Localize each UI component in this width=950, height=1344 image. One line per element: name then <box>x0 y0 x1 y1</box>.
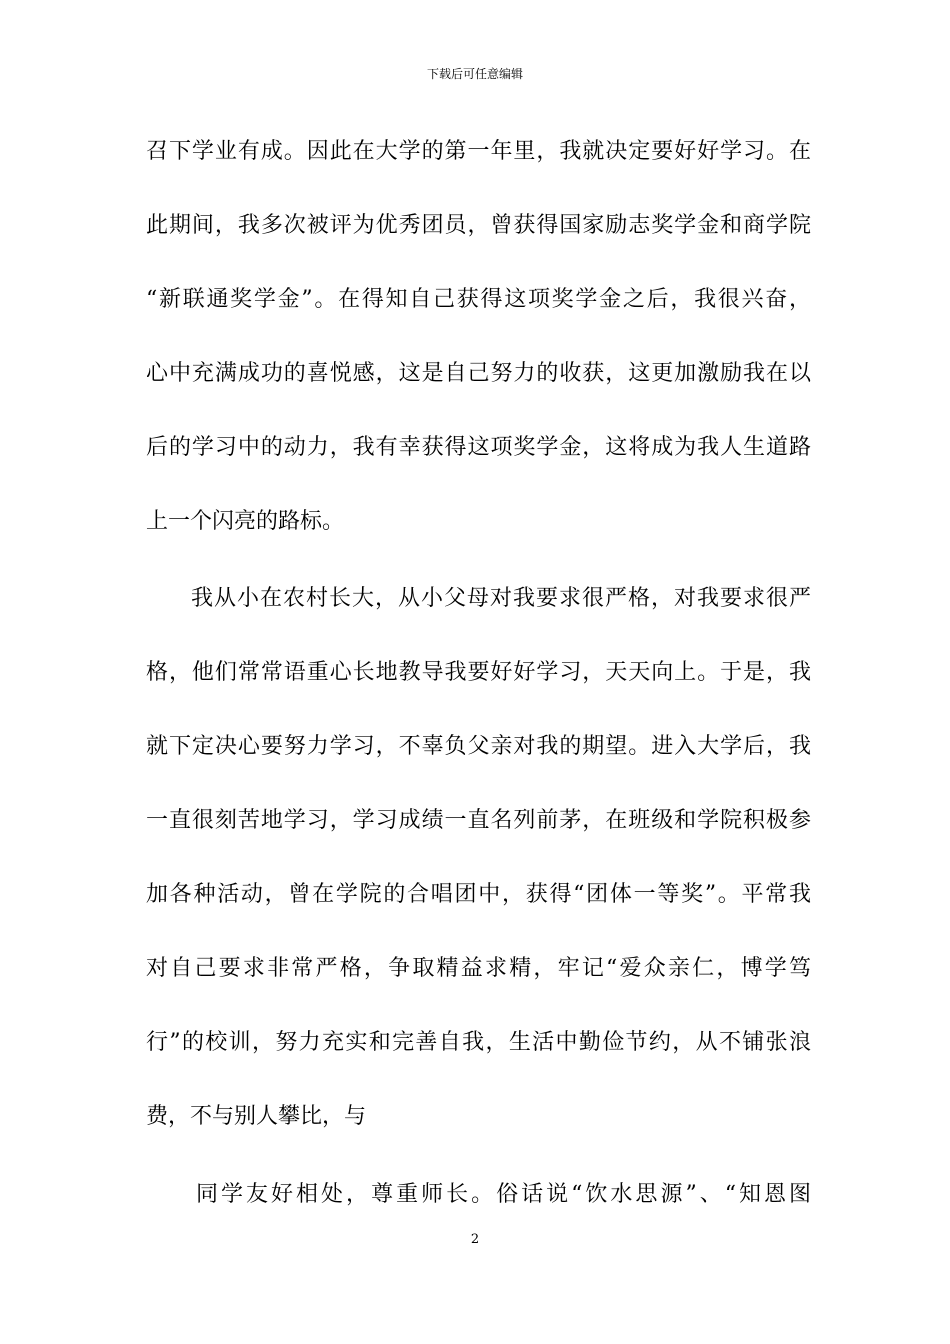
text-line: 就下定决心要努力学习，不辜负父亲对我的期望。进入大学后，我 <box>146 734 811 759</box>
text-line: 上一个闪亮的路标。 <box>146 509 345 534</box>
text-line: 费，不与别人攀比，与 <box>146 1104 367 1129</box>
text-line: 后的学习中的动力，我有幸获得这项奖学金，这将成为我人生道路 <box>146 435 811 460</box>
text-line: “新联通奖学金”。在得知自己获得这项奖学金之后，我很兴奋， <box>146 287 811 312</box>
text-line: 对自己要求非常严格，争取精益求精，牢记“爱众亲仁，博学笃 <box>146 956 811 981</box>
text-line: 行”的校训，努力充实和完善自我，生活中勤俭节约，从不铺张浪 <box>146 1030 811 1055</box>
text-line: 加各种活动，曾在学院的合唱团中，获得“团体一等奖”。平常我 <box>146 882 811 907</box>
text-line: 同学友好相处，尊重师长。俗话说“饮水思源”、“知恩图 <box>196 1182 811 1207</box>
text-line: 格，他们常常语重心长地教导我要好好学习，天天向上。于是，我 <box>146 660 811 685</box>
text-line: 一直很刻苦地学习，学习成绩一直名列前茅，在班级和学院积极参 <box>146 808 811 833</box>
page-number: 2 <box>470 1232 480 1247</box>
page-header: 下载后可任意编辑 <box>426 67 523 81</box>
text-line: 此期间，我多次被评为优秀团员，曾获得国家励志奖学金和商学院 <box>146 213 811 238</box>
text-line: 我从小在农村长大，从小父母对我要求很严格，对我要求很严 <box>191 586 811 611</box>
text-line: 心中充满成功的喜悦感，这是自己努力的收获，这更加激励我在以 <box>146 361 811 386</box>
text-line: 召下学业有成。因此在大学的第一年里，我就决定要好好学习。在 <box>146 139 811 164</box>
